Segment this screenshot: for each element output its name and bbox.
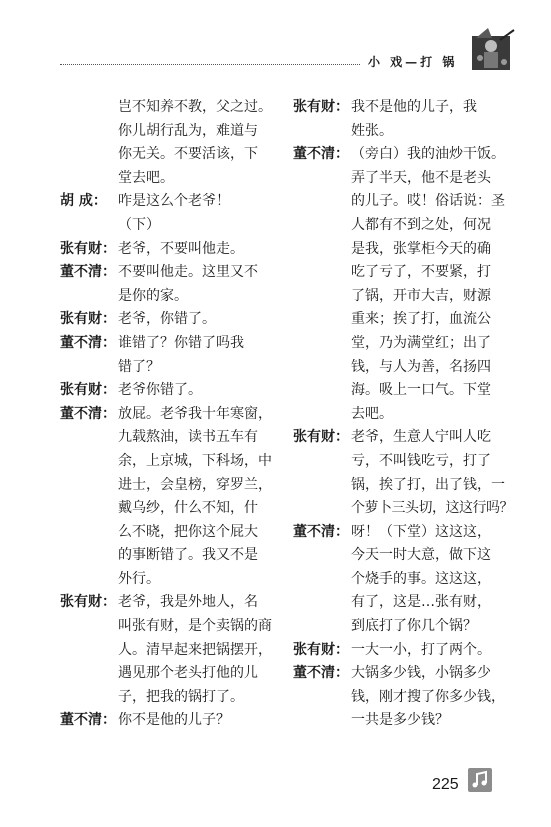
speaker-name: 董不清： [60, 334, 116, 351]
dialogue-line: 么不晓，把你这个屁大 [118, 523, 258, 540]
dialogue-text [351, 521, 503, 639]
dialogue-line: 姓张。 [351, 122, 393, 139]
dialogue-line: 吃了亏了，不要紧，打 [351, 264, 491, 281]
dialogue-line: 老爷，我是外地人，名 [118, 594, 258, 611]
dialogue-line: 锅，挨了打，出了钱，一 [351, 476, 505, 493]
dialogue-entry [293, 639, 503, 663]
dialogue-entry [293, 662, 503, 733]
dialogue-entry [60, 190, 270, 237]
dialogue-line: 子，把我的锅打了。 [118, 688, 244, 705]
dialogue-text [351, 662, 505, 733]
dialogue-entry [293, 521, 503, 639]
dialogue-line: 老爷，不要叫他走。 [118, 240, 244, 257]
speaker-name: 张有财： [60, 594, 116, 611]
dialogue-entry [293, 143, 503, 426]
dialogue-line: 错了？ [118, 358, 160, 375]
dialogue-line: 你儿胡行乱为，难道与 [118, 122, 258, 139]
speaker-name [60, 96, 118, 190]
dialogue-entry [60, 403, 270, 592]
dialogue-line: 不要叫他走。这里又不 [118, 264, 258, 281]
dialogue-line: 一大一小，打了两个。 [351, 641, 491, 658]
dialogue-line: 九载熬油，读书五车有 [118, 429, 258, 446]
dialogue-text [118, 308, 270, 332]
speaker-name: 张有财： [293, 641, 349, 658]
dialogue-line: 你不是他的儿子？ [118, 712, 230, 729]
dialogue-text [118, 379, 270, 403]
dialogue-line: 有了，这是…张有财， [351, 594, 491, 611]
dialogue-line: 我不是他的儿子，我 [351, 99, 477, 115]
dialogue-entry [60, 591, 270, 709]
dialogue-text [118, 403, 272, 592]
dialogue-line: 重来；挨了打，血流公 [351, 311, 491, 328]
dialogue-line: 进士，会皇榜，穿罗兰， [118, 476, 272, 493]
dialogue-line: 去吧。 [351, 405, 393, 422]
dialogue-line: 亏，不叫钱吃亏，打了 [351, 452, 491, 469]
dialogue-line: 钱，与人为善，名扬四 [351, 358, 491, 375]
dialogue-line: 一共是多少钱？ [351, 712, 449, 729]
dialogue-line: 钱，刚才搜了你多少钱， [351, 688, 505, 705]
dialogue-line: 是你的家。 [118, 287, 188, 304]
dialogue-text [118, 190, 270, 237]
speaker-name: 张有财： [60, 382, 116, 399]
speaker-name: 张有财： [60, 311, 116, 328]
dialogue-line: （旁白）我的油炒干饭。 [351, 146, 505, 163]
dialogue-entry [60, 238, 270, 262]
dialogue-line: 谁错了？你错了吗我 [118, 334, 244, 351]
dialogue-line: 到底打了你几个锅？ [351, 618, 477, 635]
speaker-name: 董不清： [60, 264, 116, 281]
dialogue-text [351, 426, 513, 520]
dialogue-line: 余，上京城，下科场，中 [118, 452, 272, 469]
dialogue-line: 老爷，生意人宁叫人吃 [351, 429, 491, 446]
speaker-name: 张有财： [293, 429, 349, 446]
music-note-icon [468, 768, 492, 792]
page-number: 225 [432, 776, 459, 793]
dialogue-text [118, 591, 272, 709]
dialogue-text [118, 261, 270, 308]
dialogue-line: 呀！（下堂）这这这， [351, 523, 491, 540]
dialogue-line: 个萝卜三头切，这这行吗？ [351, 500, 513, 517]
dialogue-line: 你无关。不要活该，下 [118, 146, 258, 163]
dialogue-line: 咋是这么个老爷！ [118, 193, 230, 210]
dialogue-line: 海。吸上一口气。下堂 [351, 382, 491, 399]
speaker-name: 胡 成： [60, 193, 107, 210]
left-text-column [60, 96, 270, 733]
dialogue-text [351, 143, 505, 426]
dialogue-line: 人。清早起来把锅摆开， [118, 641, 272, 658]
dialogue-line: 大锅多少钱，小锅多少 [351, 665, 491, 682]
speaker-name: 张有财： [293, 99, 349, 115]
dialogue-line: 老爷，你错了。 [118, 311, 216, 328]
dialogue-line: 的事断错了。我又不是 [118, 547, 258, 564]
dialogue-line: 今天一时大意，做下这 [351, 547, 491, 564]
speaker-name: 董不清： [60, 712, 116, 729]
header-dotted-rule [60, 64, 360, 65]
speaker-name: 张有财： [60, 240, 116, 257]
right-text-column [293, 96, 513, 733]
dialogue-text [118, 96, 272, 190]
dialogue-entry [60, 96, 270, 190]
dialogue-entry [60, 261, 270, 308]
dialogue-entry [60, 379, 270, 403]
dialogue-line: 堂，乃为满堂红；出了 [351, 334, 491, 351]
dialogue-text [351, 96, 503, 143]
dialogue-line: （下） [118, 216, 160, 233]
speaker-name: 董不清： [60, 405, 116, 422]
dialogue-entry [293, 426, 513, 520]
dialogue-line: 堂去吧。 [118, 169, 174, 186]
dialogue-line: 的儿子。哎！俗话说：圣 [351, 193, 505, 210]
dialogue-entry [60, 709, 270, 733]
dialogue-line: 外行。 [118, 570, 160, 587]
dialogue-line: 遇见那个老头打他的儿 [118, 665, 258, 682]
dialogue-line: 戴乌纱，什么不知，什 [118, 500, 258, 517]
dialogue-line: 叫张有财，是个卖锅的商 [118, 618, 272, 635]
opera-figure-logo [466, 26, 516, 72]
dialogue-line: 人都有不到之处，何况 [351, 216, 491, 233]
dialogue-line: 弄了半天，他不是老头 [351, 169, 491, 186]
dialogue-entry [60, 308, 270, 332]
speaker-name: 董不清： [293, 665, 349, 682]
dialogue-line: 了锅，开市大吉，财源 [351, 287, 491, 304]
speaker-name: 董不清： [293, 523, 349, 540]
dialogue-line: 放屁。老爷我十年寒窗， [118, 405, 272, 422]
dialogue-entry [60, 332, 270, 379]
speaker-name: 董不清： [293, 146, 349, 163]
dialogue-entry [293, 96, 503, 143]
dialogue-text [118, 238, 270, 262]
dialogue-text [351, 639, 503, 663]
dialogue-line: 是我，张掌柜今天的确 [351, 240, 491, 257]
running-header-title: 小 戏—打 锅 [368, 55, 458, 69]
dialogue-text [118, 332, 270, 379]
dialogue-line: 老爷你错了。 [118, 382, 202, 399]
dialogue-line: 岂不知养不教，父之过。 [118, 99, 272, 115]
dialogue-line: 个烧手的事。这这这， [351, 570, 491, 587]
dialogue-text [118, 709, 270, 733]
